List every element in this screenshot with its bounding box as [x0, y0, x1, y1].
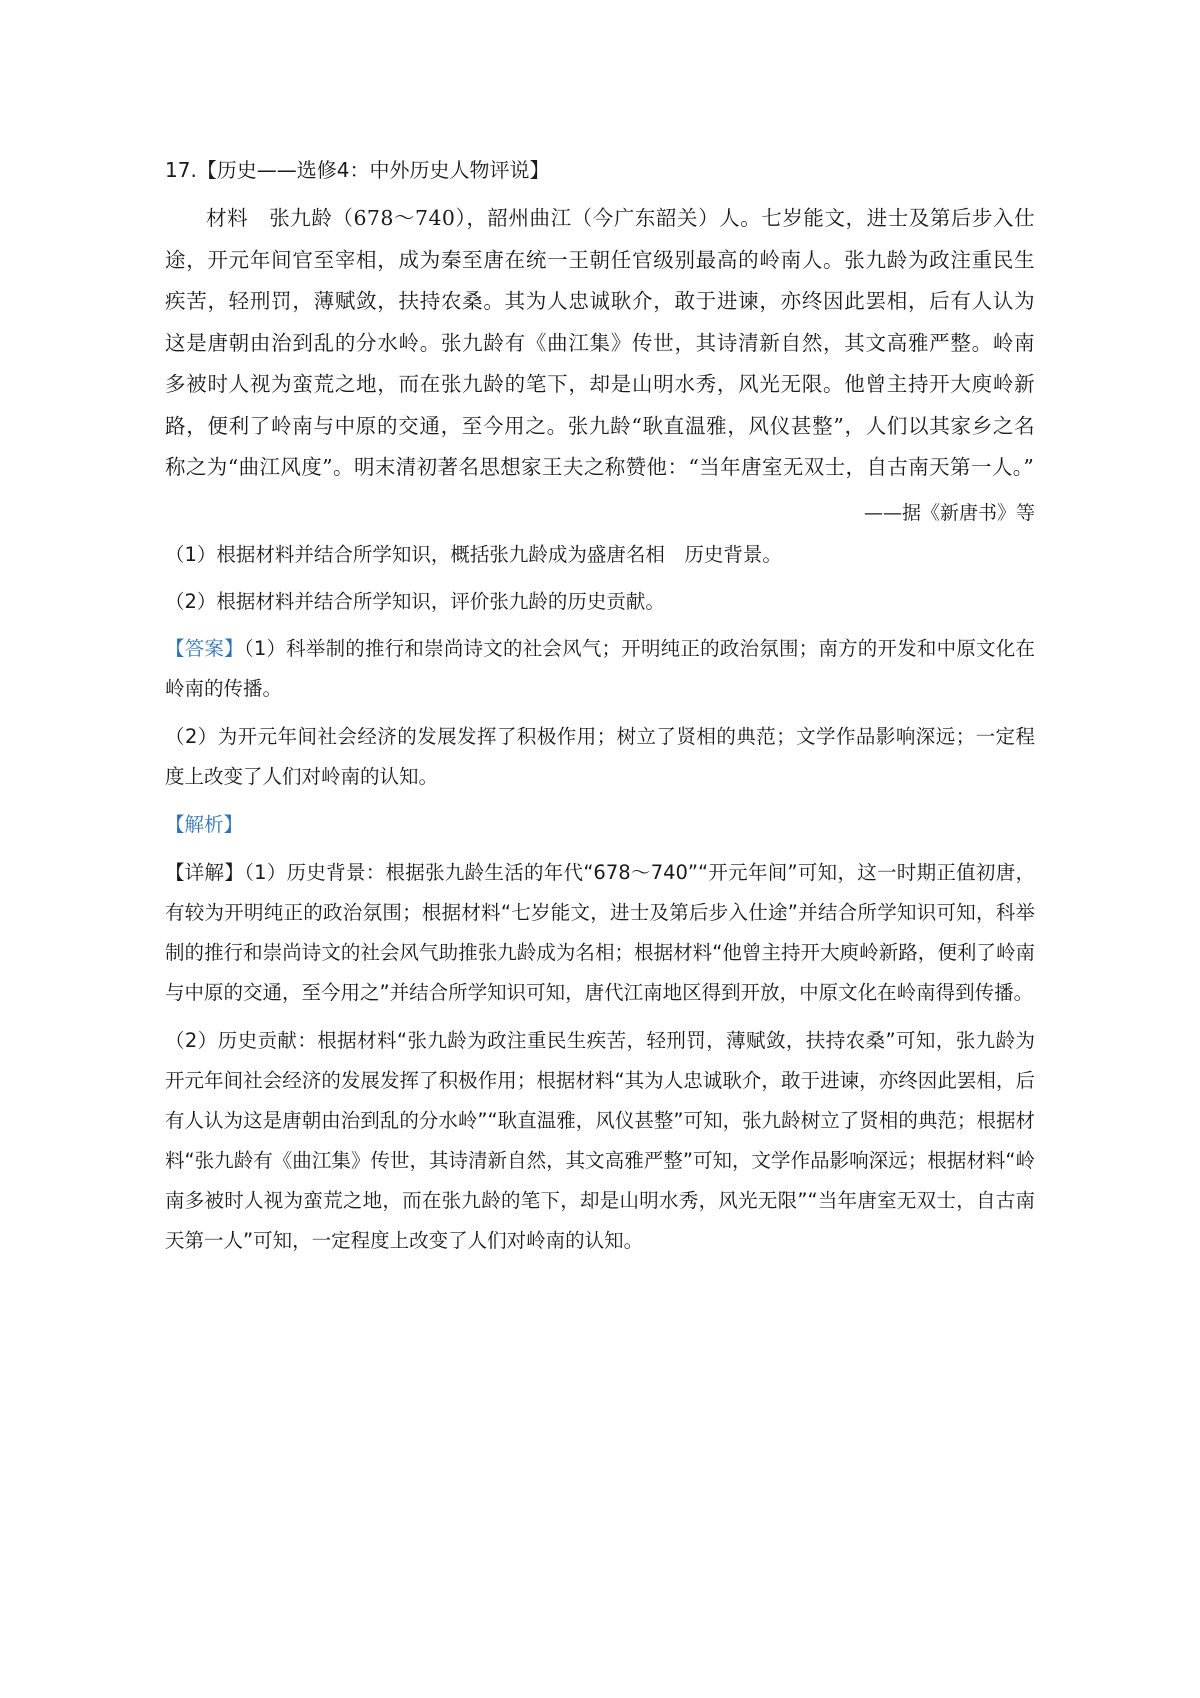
detail-part-2: （2）历史贡献：根据材料“张九龄为政注重民生疾苦，轻刑罚，薄赋敛，扶持农桑”可知，张九龄为开元年间社会经济的发展发挥了积极作用；根据材料“其为人忠诚耿介，敢于进谏，亦终因此罢相，后有人认为这是唐朝由治到乱的分水岭”“耿直温雅，风仪甚整”可知，张九龄树立了贤相的典范；根据材料“张九龄有《曲江集》传世，其诗清新自然，其文高雅严整”可知，文学作品影响深远；根据材料“岭南多被时人视为蛮荒之地，而在张九龄的笔下，却是山明水秀，风光无限”“当年唐室无双士，自古南天第一人”可知，一定程度上改变了人们对岭南的认知。 — [165, 1028, 1035, 1252]
sub-question-1: （1）根据材料并结合所学知识，概括张九龄成为盛唐名相 历史背景。 — [165, 542, 782, 566]
detail-part-1 — [165, 853, 1035, 1013]
answer-part-1-text: （1）科举制的推行和崇尚诗文的社会风气；开明纯正的政治氛围；南方的开发和中原文化在岭南的传播。 — [165, 636, 1035, 700]
detail-tag: 【详解】 — [165, 860, 245, 884]
question-title: 17.【历史——选修4：中外历史人物评说】 — [165, 158, 550, 182]
answer-part-2: （2）为开元年间社会经济的发展发挥了积极作用；树立了贤相的典范；文学作品影响深远；一定程度上改变了人们对岭南的认知。 — [165, 724, 1035, 788]
answer-tag: 【答案】 — [165, 636, 244, 660]
material-text: 材料 张九龄（678～740），韶州曲江（今广东韶关）人。七岁能文，进士及第后步入仕途，开元年间官至宰相，成为秦至唐在统一王朝任官级别最高的岭南人。张九龄为政注重民生疾苦，轻刑罚，薄赋敛，扶持农桑。其为人忠诚耿介，敢于进谏，亦终因此罢相，后有人认为这是唐朝由治到乱的分水岭。张九龄有《曲江集》传世，其诗清新自然，其文高雅严整。岭南多被时人视为蛮荒之地，而在张九龄的笔下，却是山明水秀，风光无限。他曾主持开大庾岭新路，便利了岭南与中原的交通，至今用之。张九龄“耿直温雅，风仪甚整”，人们以其家乡之名称之为“曲江风度”。明末清初著名思想家王夫之称赞他：“当年唐室无双士，自古南天第一人。” — [165, 206, 1035, 479]
analysis-tag: 【解析】 — [165, 812, 244, 836]
answer-part-1 — [165, 629, 1035, 709]
detail-part-1-text: （1）历史背景：根据张九龄生活的年代“678～740”“开元年间”可知，这一时期正值初唐，有较为开明纯正的政治氛围；根据材料“七岁能文，进士及第后步入仕途”并结合所学知识可知，科举制的推行和崇尚诗文的社会风气助推张九龄成为名相；根据材料“他曾主持开大庾岭新路，便利了岭南与中原的交通，至今用之”并结合所学知识可知，唐代江南地区得到开放，中原文化在岭南得到传播。 — [165, 860, 1035, 1004]
analysis-heading — [165, 805, 1035, 845]
material-source: ——据《新唐书》等 — [863, 501, 1035, 524]
sub-question-2: （2）根据材料并结合所学知识，评价张九龄的历史贡献。 — [165, 589, 665, 613]
document-page — [165, 150, 1035, 1269]
